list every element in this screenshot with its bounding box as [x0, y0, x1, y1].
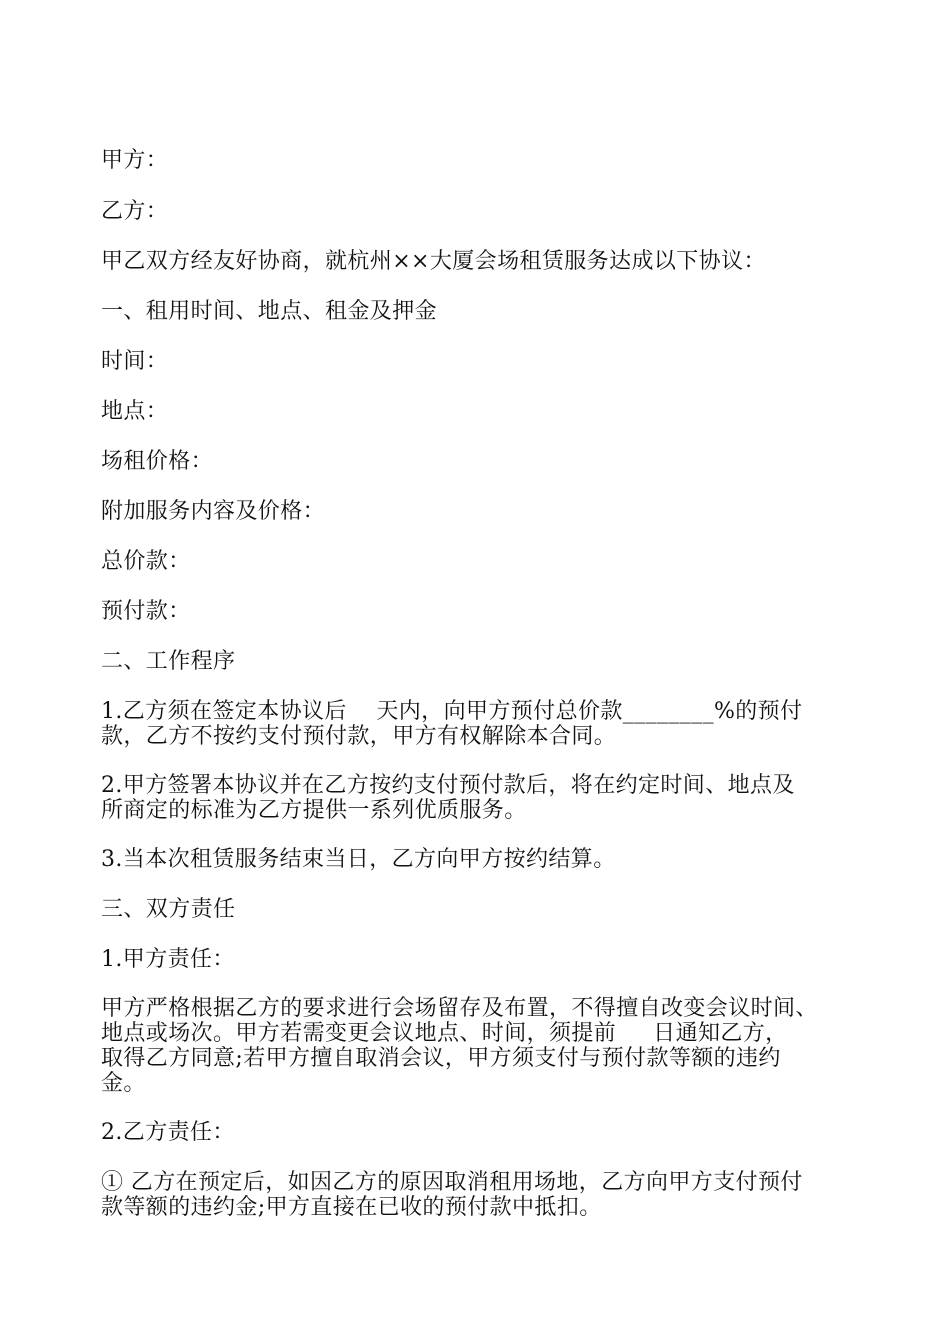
procedure-item-3: 3.当本次租赁服务结束当日，乙方向甲方按约结算。: [101, 847, 616, 872]
total-price-field: 总价款：: [101, 549, 191, 574]
extra-services-field: 附加服务内容及价格：: [101, 499, 326, 524]
place-field: 地点：: [101, 399, 169, 424]
section-3-heading: 三、双方责任: [101, 897, 236, 922]
party-b-label: 乙方：: [101, 199, 169, 224]
rent-price-field: 场租价格：: [101, 449, 214, 474]
party-a-duty-paragraph: 甲方严格根据乙方的要求进行会场留存及布置，不得擅自改变会议时间、 地点或场次。甲方若需变更会议地点、时间，须提前 日通知乙方， 取得乙方同意;若甲方擅自取消会议，甲方须支付与预付款等额的违约 金。: [101, 996, 818, 1096]
party-a-duty-label: 1.甲方责任：: [101, 947, 235, 972]
procedure-item-1: 1.乙方须在签定本协议后 天内，向甲方预付总价款________%的预付 款，乙方不按约支付预付款，甲方有权解除本合同。: [101, 699, 803, 749]
party-b-duty-label: 2.乙方责任：: [101, 1120, 235, 1145]
section-1-heading: 一、租用时间、地点、租金及押金: [101, 299, 438, 324]
party-a-label: 甲方：: [101, 148, 169, 173]
party-b-duty-item-1: ① 乙方在预定后，如因乙方的原因取消租用场地，乙方向甲方支付预付 款等额的违约金;甲方直接在已收的预付款中抵扣。: [101, 1170, 803, 1220]
procedure-item-2: 2.甲方签署本协议并在乙方按约支付预付款后，将在约定时间、地点及 所商定的标准为乙方提供一系列优质服务。: [101, 773, 795, 823]
prepay-field: 预付款：: [101, 599, 191, 624]
section-2-heading: 二、工作程序: [101, 649, 236, 674]
time-field: 时间：: [101, 349, 169, 374]
intro-paragraph: 甲乙双方经友好协商，就杭州××大厦会场租赁服务达成以下协议：: [101, 249, 766, 274]
